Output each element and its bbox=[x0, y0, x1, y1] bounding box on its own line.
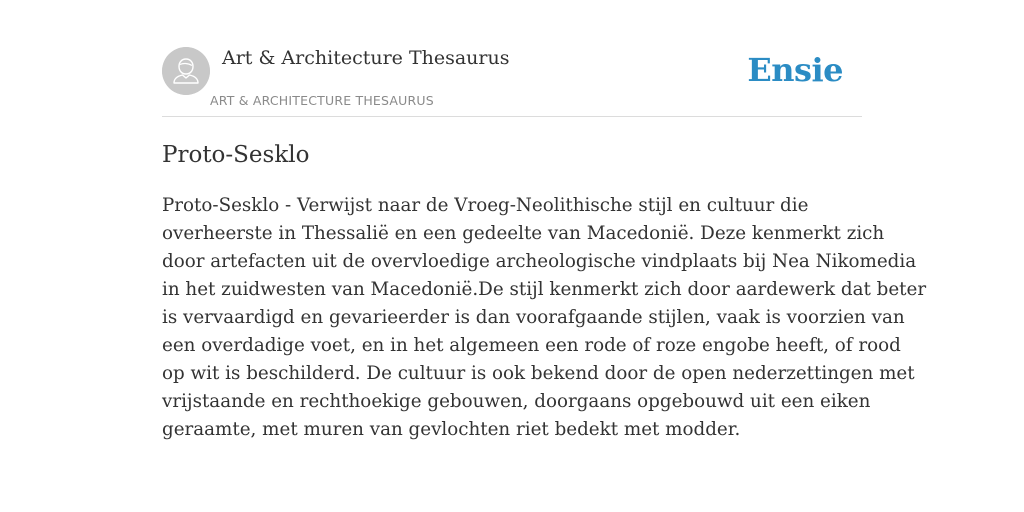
entry-definition bbox=[162, 192, 927, 444]
definition-line: op wit is beschilderd. De cultuur is ook bekend door de open nederzettingen met bbox=[162, 363, 915, 384]
definition-line: is vervaardigd en gevarieerder is dan voorafgaande stijlen, vaak is voorzien van bbox=[162, 307, 905, 328]
definition-line: geraamte, met muren van gevlochten riet bedekt met modder. bbox=[162, 419, 741, 440]
user-icon bbox=[162, 47, 210, 95]
definition-line: vrijstaande en rechthoekige gebouwen, doorgaans opgebouwd uit een eiken bbox=[162, 391, 871, 412]
definition-line: Proto-Sesklo - Verwijst naar de Vroeg-Neolithische stijl en cultuur die bbox=[162, 195, 809, 216]
source-subtitle: ART & ARCHITECTURE THESAURUS bbox=[210, 93, 434, 108]
definition-line: overheerste in Thessalië en een gedeelte van Macedonië. Deze kenmerkt zich bbox=[162, 223, 885, 244]
entry-title: Proto-Sesklo bbox=[162, 142, 310, 168]
definition-line: in het zuidwesten van Macedonië.De stijl kenmerkt zich door aardewerk dat beter bbox=[162, 279, 927, 300]
avatar[interactable] bbox=[162, 47, 210, 95]
definition-line: een overdadige voet, en in het algemeen een rode of roze engobe heeft, of rood bbox=[162, 335, 901, 356]
source-name-link[interactable]: Art & Architecture Thesaurus bbox=[222, 47, 510, 69]
source-header bbox=[162, 46, 862, 117]
definition-line: door artefacten uit de overvloedige archeologische vindplaats bij Nea Nikomedia bbox=[162, 251, 917, 272]
ensie-logo[interactable]: Ensie bbox=[747, 51, 843, 89]
